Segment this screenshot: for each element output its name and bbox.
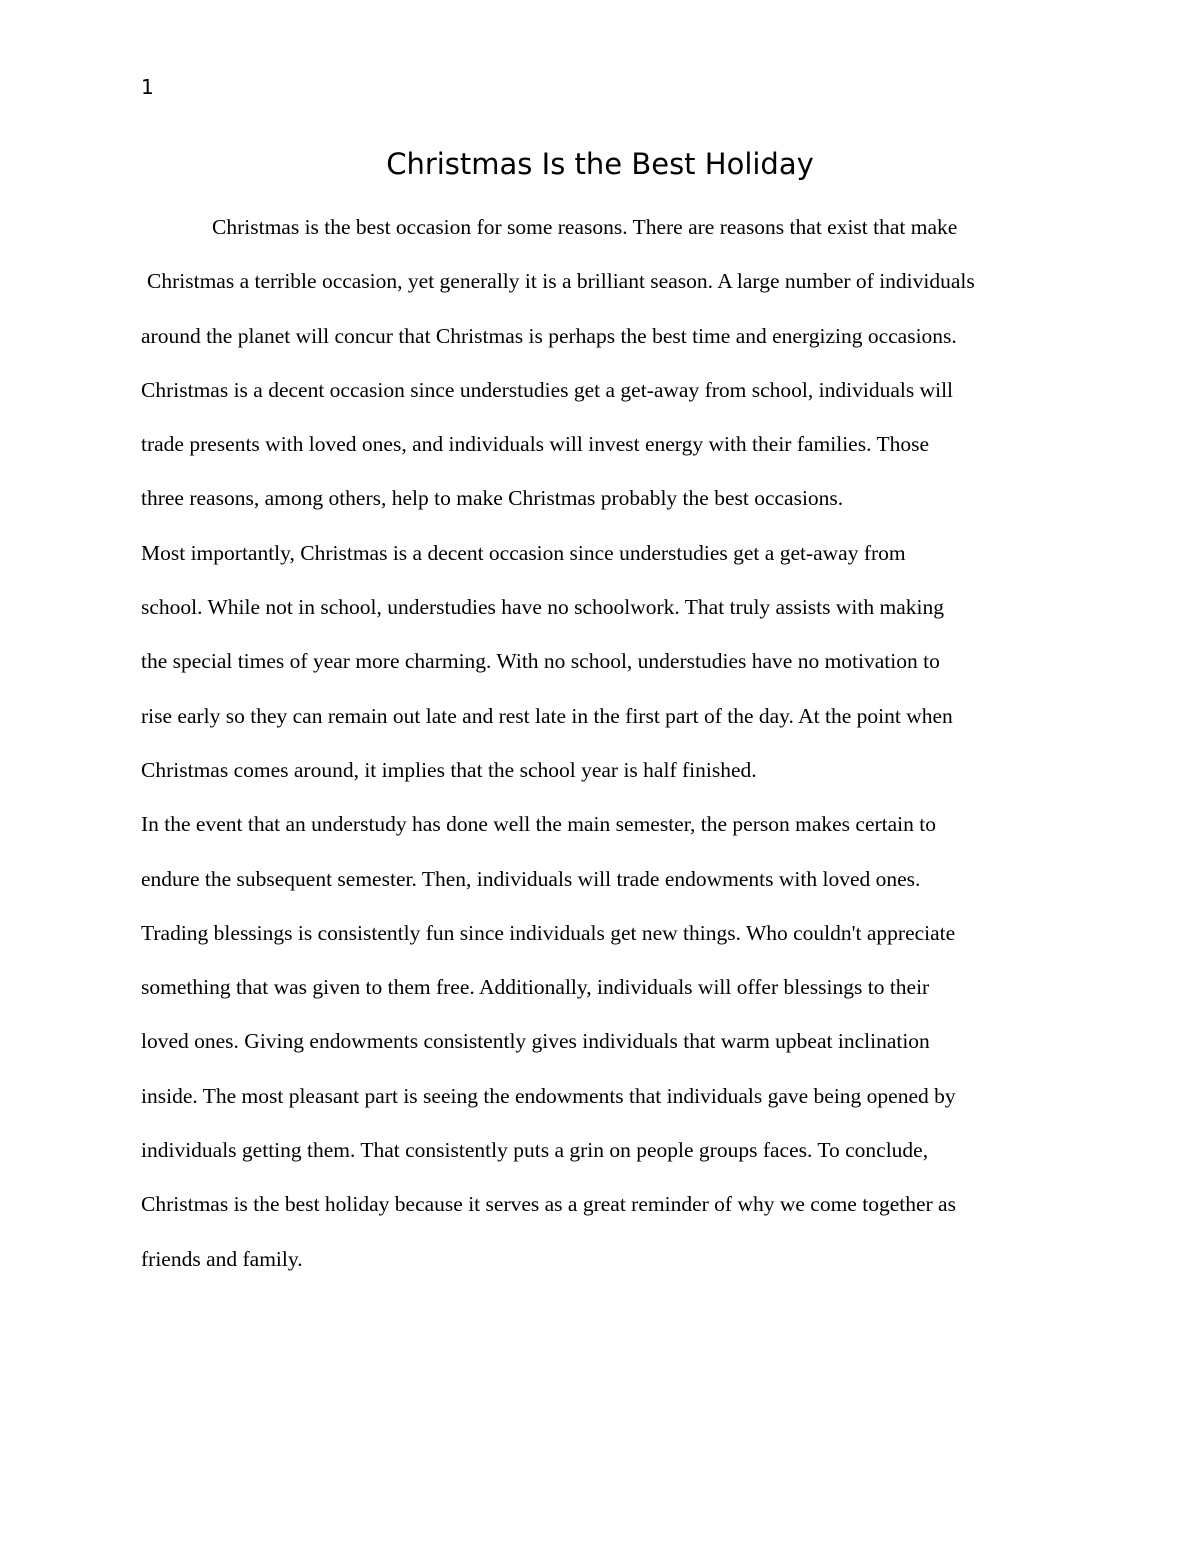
body-line: Trading blessings is consistently fun since individuals get new things. Who couldn't appreciate [141, 920, 956, 945]
body-line: around the planet will concur that Christmas is perhaps the best time and energizing occasions. [141, 323, 957, 348]
body-line: Christmas a terrible occasion, yet generally it is a brilliant season. A large number of individuals [147, 269, 975, 294]
body-line: inside. The most pleasant part is seeing the endowments that individuals gave being opened by [141, 1083, 956, 1108]
body-line: Christmas is a decent occasion since understudies get a get-away from school, individuals will [141, 377, 954, 402]
body-line: loved ones. Giving endowments consistently gives individuals that warm upbeat inclination [141, 1029, 930, 1054]
page-number: 1 [141, 75, 154, 99]
body-line: endure the subsequent semester. Then, individuals will trade endowments with loved ones. [141, 866, 921, 891]
body-line: In the event that an understudy has done well the main semester, the person makes certain to [141, 812, 936, 837]
body-line: Most importantly, Christmas is a decent occasion since understudies get a get-away from [141, 540, 906, 565]
body-line: trade presents with loved ones, and individuals will invest energy with their families. Those [141, 432, 929, 457]
body-line: Christmas is the best holiday because it serves as a great reminder of why we come together as [141, 1192, 956, 1217]
body-line: the special times of year more charming. With no school, understudies have no motivation to [141, 649, 940, 674]
body-line: Christmas comes around, it implies that the school year is half finished. [141, 757, 757, 782]
document-title: Christmas Is the Best Holiday [386, 147, 814, 181]
body-line: individuals getting them. That consistently puts a grin on people groups faces. To conclude, [141, 1138, 929, 1163]
body-line: school. While not in school, understudies have no schoolwork. That truly assists with making [141, 595, 944, 620]
body-line: something that was given to them free. Additionally, individuals will offer blessings to their [141, 975, 930, 1000]
body-line: Christmas is the best occasion for some reasons. There are reasons that exist that make [212, 215, 958, 239]
body-line: friends and family. [141, 1246, 303, 1271]
document-body [141, 200, 1101, 1286]
body-line: rise early so they can remain out late and rest late in the first part of the day. At the point when [141, 703, 953, 728]
body-line: three reasons, among others, help to make Christmas probably the best occasions. [141, 486, 844, 511]
